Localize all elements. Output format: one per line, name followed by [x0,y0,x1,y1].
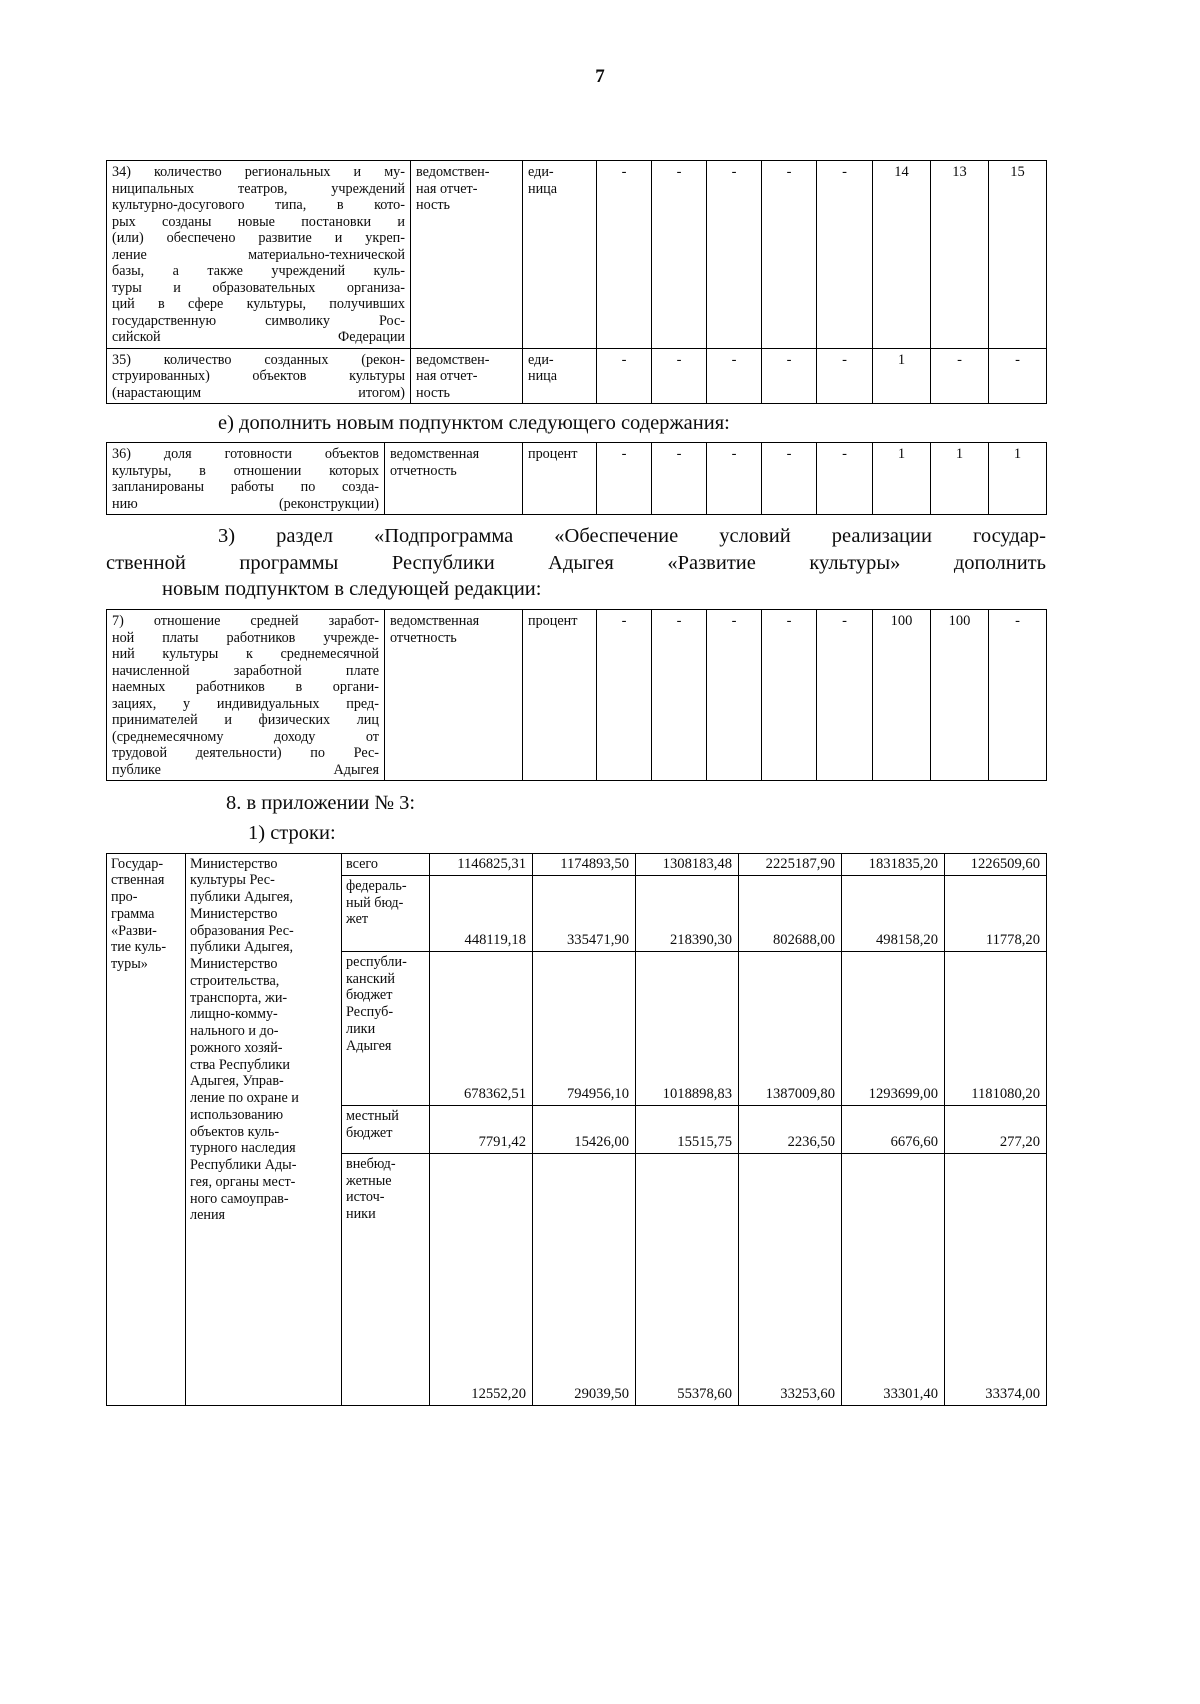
budget-amount: 794956,10 [533,951,636,1105]
line: культуры, в отношении которых [112,462,379,479]
paragraph-1-strings [106,820,1046,847]
line: 36) доля готовности объектов [112,446,379,463]
line: ний культуры к среднемесячной [112,646,379,663]
line: ница [528,180,558,197]
budget-source-label [342,875,430,951]
line: принимателей и физических лиц [112,712,379,729]
indicator-value: 15 [989,161,1047,349]
indicator-source-cell [411,348,523,404]
budget-amount: 11778,20 [945,875,1047,951]
indicator-value: - [762,161,817,349]
line: публики Адыгея, [190,939,294,956]
indicator-unit-cell [523,610,597,781]
paragraph-1-strings-text: 1) строки: [248,822,336,845]
table-row [107,443,1047,515]
line: ления [190,1207,226,1224]
indicator-value: - [652,348,707,404]
line: ница [528,368,558,385]
budget-amount: 1308183,48 [636,853,739,875]
line: источ- [346,1189,385,1206]
line: ведомственная [390,446,480,463]
line: ственная [111,872,165,889]
budget-amount: 1831835,20 [842,853,945,875]
indicator-value: 1 [989,443,1047,515]
indicator-value: - [762,348,817,404]
table-row [107,853,1047,875]
indicator-value: 1 [873,443,931,515]
program-name-cell [107,853,186,1405]
budget-source-label [342,951,430,1105]
line: ведомственная [390,613,480,630]
budget-amount: 1226509,60 [945,853,1047,875]
line: ства Республики [190,1056,291,1073]
line: трудовой деятельности) по Рес- [112,745,379,762]
line: базы, а также учреждений куль- [112,263,405,280]
document-content [106,160,1046,1406]
budget-amount: 218390,30 [636,875,739,951]
line: использованию [190,1106,284,1123]
line: сийской Федерации [112,329,405,346]
line: туры» [111,956,148,973]
line: лищно-комму- [190,1006,278,1023]
line: отчетность [390,462,457,479]
line: грамма [111,905,155,922]
budget-amount: 33374,00 [945,1153,1047,1405]
indicator-value: - [597,443,652,515]
line: ного самоуправ- [190,1190,289,1207]
budget-amount: 448119,18 [430,875,533,951]
budget-amount: 55378,60 [636,1153,739,1405]
budget-amount: 29039,50 [533,1153,636,1405]
table-row [107,348,1047,404]
budget-amount: 1018898,83 [636,951,739,1105]
paragraph-3-line: 3) раздел «Подпрограмма «Обеспечение условий реализации государ- [218,525,1046,548]
line: ведомствен- [416,351,490,368]
line: Адыгея, Управ- [190,1073,284,1090]
line: 34) количество региональных и му- [112,164,405,180]
budget-table [106,853,1047,1406]
line: местный [346,1107,399,1124]
line: еди- [528,164,554,180]
line: публике Адыгея [112,761,379,778]
line: про- [111,889,138,906]
budget-amount: 498158,20 [842,875,945,951]
line: публики Адыгея, [190,889,294,906]
line: Респуб- [346,1004,394,1021]
line: образования Рес- [190,922,294,939]
line: рых созданы новые постановки и [112,213,405,230]
indicator-value: - [989,610,1047,781]
line: внебюд- [346,1155,396,1172]
indicator-source-cell [385,443,523,515]
budget-source-label [342,1105,430,1153]
indicator-value: 100 [873,610,931,781]
executors-cell [186,853,342,1405]
indicator-value: 13 [931,161,989,349]
indicators-table-7 [106,609,1047,781]
line: процент [528,613,578,630]
budget-amount: 2236,50 [739,1105,842,1153]
line: республи- [346,953,407,970]
indicator-value: - [817,443,873,515]
line: зациях, у индивидуальных пред- [112,695,379,712]
line: Министерство [190,855,278,872]
budget-amount: 33253,60 [739,1153,842,1405]
line: ная отчет- [416,180,478,197]
line: (среднемесячному доходу от [112,728,379,745]
indicator-value: - [707,161,762,349]
line: ники [346,1206,376,1223]
indicator-value: 1 [873,348,931,404]
line: федераль- [346,877,407,894]
line: культуры Рес- [190,872,275,889]
line: 35) количество созданных (рекон- [112,351,405,368]
line: жетные [346,1172,392,1189]
line: всего [346,855,378,872]
indicator-unit-cell [523,161,597,349]
paragraph-8 [106,790,1046,817]
line: транспорта, жи- [190,989,288,1006]
line: рожного хозяй- [190,1039,283,1056]
line: Государ- [111,855,164,872]
indicator-value: - [707,610,762,781]
line: еди- [528,351,554,368]
indicator-value: - [597,161,652,349]
line: культурно-досугового типа, в кото- [112,197,405,214]
indicator-value: 100 [931,610,989,781]
budget-amount: 1293699,00 [842,951,945,1105]
line: ведомствен- [416,164,490,180]
line: ление материально-технической [112,246,405,263]
line: Адыгея [346,1037,392,1054]
indicator-value: - [817,610,873,781]
budget-amount: 277,20 [945,1105,1047,1153]
line: нального и до- [190,1023,279,1040]
line: ный бюд- [346,894,404,911]
indicator-value: - [652,610,707,781]
line: Министерство [190,905,278,922]
indicator-value: - [707,348,762,404]
budget-amount: 2225187,90 [739,853,842,875]
budget-source-label [342,1153,430,1405]
line: объектов куль- [190,1123,280,1140]
paragraph-e-text: е) дополнить новым подпунктом следующего содержания: [218,412,730,435]
indicator-value: - [989,348,1047,404]
indicator-value: - [931,348,989,404]
table-row [107,161,1047,349]
line: гея, органы мест- [190,1173,296,1190]
budget-amount: 15515,75 [636,1105,739,1153]
line: туры и образовательных организа- [112,279,405,296]
budget-amount: 335471,90 [533,875,636,951]
line: наемных работников в органи- [112,679,379,696]
line: (или) обеспечено развитие и укреп- [112,230,405,247]
budget-amount: 33301,40 [842,1153,945,1405]
line: ниципальных театров, учреждений [112,180,405,197]
line: нию (реконструкции) [112,495,379,512]
page-number: 7 [595,66,605,87]
indicators-table-34-35 [106,160,1047,404]
indicator-value: - [762,443,817,515]
indicator-value: 14 [873,161,931,349]
line: ций в сфере культуры, получивших [112,296,405,313]
line: ная отчет- [416,368,478,385]
indicator-name-cell [107,443,385,515]
budget-amount: 678362,51 [430,951,533,1105]
indicator-unit-cell [523,443,597,515]
paragraph-3-line: ственной программы Республики Адыгея «Развитие культуры» дополнить [106,551,1046,574]
budget-amount: 1387009,80 [739,951,842,1105]
indicator-source-cell [411,161,523,349]
line: строительства, [190,972,280,989]
budget-amount: 6676,60 [842,1105,945,1153]
line: бюджет [346,987,393,1004]
budget-amount: 802688,00 [739,875,842,951]
indicator-name-cell [107,610,385,781]
indicator-value: - [652,443,707,515]
table-row [107,610,1047,781]
line: лики [346,1020,376,1037]
paragraph-3-line: новым подпунктом в следующей редакции: [162,578,542,601]
line: ной платы работников учрежде- [112,629,379,646]
line: ление по охране и [190,1090,299,1107]
budget-amount: 15426,00 [533,1105,636,1153]
line: государственную символику Рос- [112,312,405,329]
indicator-value: - [597,348,652,404]
indicator-value: - [817,161,873,349]
budget-amount: 1174893,50 [533,853,636,875]
line: струированных) объектов культуры [112,368,405,385]
line: тие куль- [111,939,167,956]
indicator-value: - [652,161,707,349]
indicator-value: - [817,348,873,404]
indicator-value: - [707,443,762,515]
line: 7) отношение средней заработ- [112,613,379,630]
budget-amount: 7791,42 [430,1105,533,1153]
paragraph-8-text: 8. в приложении № 3: [226,792,416,815]
line: (нарастающим итогом) [112,384,405,401]
line: отчетность [390,629,457,646]
line: бюджет [346,1124,393,1141]
paragraph-3 [106,523,1046,603]
line: процент [528,446,578,463]
line: ность [416,384,451,401]
budget-amount: 1146825,31 [430,853,533,875]
budget-amount: 12552,20 [430,1153,533,1405]
line: турного наследия [190,1140,296,1157]
indicator-source-cell [385,610,523,781]
line: начисленной заработной плате [112,662,379,679]
indicator-name-cell [107,161,411,349]
line: запланированы работы по созда- [112,479,379,496]
line: канский [346,970,395,987]
line: Министерство [190,956,278,973]
line: ность [416,197,451,214]
budget-amount: 1181080,20 [945,951,1047,1105]
indicator-name-cell [107,348,411,404]
indicators-table-36 [106,442,1047,515]
line: Республики Ады- [190,1157,297,1174]
indicator-value: - [762,610,817,781]
paragraph-e [106,410,1046,437]
indicator-unit-cell [523,348,597,404]
budget-source-label [342,853,430,875]
line: жет [346,911,369,928]
indicator-value: 1 [931,443,989,515]
line: «Разви- [111,922,157,939]
indicator-value: - [597,610,652,781]
